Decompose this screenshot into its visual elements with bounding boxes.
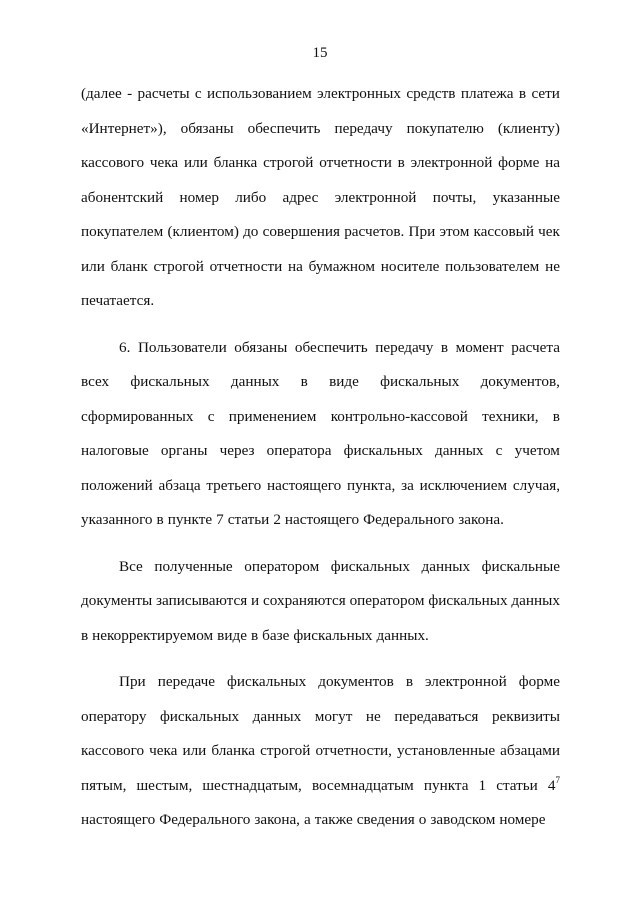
text-line [81,803,560,838]
word: расчеты [137,85,190,102]
word: восемнадцатым [311,776,414,794]
word: покупателю [406,119,484,137]
word: оператором [244,557,320,575]
word: указанного [81,511,153,528]
word: номере [499,811,546,828]
word: применением [228,407,317,425]
word: данных [511,592,560,609]
word: почты, [432,188,477,206]
word: кассовый [473,223,534,240]
word: форме [518,673,560,690]
paragraph-gap [81,319,560,331]
word: фискальных [428,592,508,609]
word: носителе [380,257,440,275]
word: пункта [423,776,469,794]
word: сведения [356,811,415,828]
word: в [156,511,164,528]
word: форме [498,154,540,171]
word: передачу [375,338,434,356]
word: абзаца [158,476,201,494]
word: исключением [419,476,508,494]
word: чека [149,154,179,171]
word: либо [235,188,267,206]
word: в [405,673,413,690]
word: обязаны [234,338,288,356]
word: электронных [317,85,401,102]
word: расчета [511,338,560,356]
word: фискальных [130,373,210,390]
word: электронной [334,188,417,206]
word: номер [179,188,219,206]
paragraph-p3 [81,550,560,654]
word: в [397,154,405,171]
word: настоящего [284,511,360,528]
word: документы [81,592,153,609]
word: 7 [216,511,224,528]
word: отчетности [209,257,283,275]
word: При [119,673,146,690]
word: абзацами [500,742,560,759]
word: и [251,592,260,609]
word: на [545,154,560,171]
word: или [183,154,208,171]
word: фискальных [227,673,307,690]
paragraph-gap [81,538,560,550]
word: положений [81,476,153,494]
word: а [303,811,311,828]
text-line [81,331,560,366]
word: сохраняются [263,592,346,609]
word: или [81,257,105,275]
word: случая, [512,476,560,494]
word: пункта, [346,476,396,494]
word: бланка [211,742,256,759]
paragraph-p1 [81,77,560,319]
word: данных [230,373,280,390]
word: базе [262,626,290,644]
word: передаче [157,673,215,690]
word: чека [149,742,178,759]
word: с [207,407,215,425]
word: расчетов. [344,223,405,240]
word: не [365,707,381,725]
text-line [81,181,560,216]
word: в [81,626,89,644]
word: «Интернет»), [81,119,167,137]
word: отчетности, [315,742,392,759]
word: пятым, [81,776,127,794]
word: кассового [81,742,145,759]
word: всех [81,373,110,390]
word: через [219,442,255,459]
word: адрес [282,188,319,206]
word: 6. [119,338,131,356]
word: закона. [458,511,504,528]
text-line [81,215,560,250]
text-line [81,769,560,804]
word: данных [421,557,471,575]
word: сформированных [81,407,194,425]
word: кассового [81,154,145,171]
word: совершения [262,223,341,240]
text-line [81,469,560,504]
word: строгой [153,257,204,275]
paragraph-p4 [81,665,560,838]
word: техники, [482,407,539,425]
word: записываются [156,592,248,609]
word: (далее [81,85,122,102]
word: статьи [496,776,538,794]
word: шестым, [136,776,193,794]
word: оператором [349,592,425,609]
word: третьего [206,476,262,494]
word: могут [314,707,353,725]
word: виде [329,373,359,390]
text-line [81,284,560,319]
word: строгой [263,154,314,171]
word: документов [318,673,394,690]
word: не [545,257,560,275]
word: платежа [460,85,514,102]
word: статьи [227,511,270,528]
word: пользователем [445,257,540,275]
text-line [81,365,560,400]
word: установленные [396,742,496,759]
word: бланк [110,257,148,275]
word: учетом [514,442,560,459]
word: настоящего [266,476,342,494]
word: реквизиты [491,707,560,725]
word: покупателем [81,223,164,240]
word: полученные [154,557,233,575]
word: передачу [334,119,393,137]
word: данных [434,442,484,459]
text-line [81,665,560,700]
word: бумажном [308,257,375,275]
word: контрольно-кассовой [330,407,468,425]
word: При [408,223,436,240]
word: виде [217,626,247,644]
word: 2 [273,511,281,528]
word: фискальных [159,707,240,725]
word: Федерального [363,511,455,528]
word: - [127,85,133,102]
text-line [81,550,560,585]
word: бланка [213,154,258,171]
word: Федерального [159,811,251,828]
word: также [314,811,353,828]
word: данных [252,707,302,725]
word: органы [160,442,208,459]
word: электронной [425,673,507,690]
word: шестнадцатым, [202,776,302,794]
text-line [81,503,560,538]
word: 1 [478,776,487,794]
word: в [300,373,308,390]
word: фискальных [293,626,373,644]
text-line [81,734,560,769]
superscript: 7 [555,774,560,785]
paragraph-gap [81,653,560,665]
page-number: 15 [312,45,328,61]
text-line [81,146,560,181]
word: настоящего [81,811,156,828]
word: о [418,811,427,828]
text-line [81,434,560,469]
word: средств [406,85,456,102]
word: пункте [167,511,213,528]
word: фискальных [380,373,460,390]
word: печатается. [81,292,155,309]
word: налоговые [81,442,149,459]
word: с [495,442,503,459]
word: фискальных [330,557,410,575]
word: оператору [81,707,147,725]
word: Все [119,557,143,575]
word: до [243,223,259,240]
word: в [250,626,259,644]
word: заводском [430,811,496,828]
word: фискальных [343,442,423,459]
word: указанные [492,188,560,206]
word: электронной [410,154,493,171]
word: в [518,85,527,102]
word: отчетности [319,154,392,171]
word: чек [538,223,560,240]
word: фискальные [481,557,560,575]
text-line [81,112,560,147]
word: закона, [254,811,300,828]
word: обязаны [180,119,234,137]
text-line [81,619,560,654]
text-line [81,700,560,735]
word: передаваться [394,707,479,725]
word: $4^7$ [547,774,560,794]
word: или [182,742,207,759]
paragraph-p2 [81,331,560,538]
word: момент [455,338,504,356]
text-line [81,400,560,435]
word: оператора [266,442,332,459]
word: документов, [480,373,560,390]
word: с [194,85,202,102]
word: сети [531,85,560,102]
word: (клиенту) [497,119,560,137]
word: на [288,257,303,275]
word: в [552,407,560,425]
text-line [81,77,560,112]
word: обеспечить [247,119,321,137]
word: Пользователи [137,338,227,356]
text-line [81,584,560,619]
document-body [81,77,560,838]
word: этом [439,223,470,240]
word: некорректируемом [92,626,214,644]
word: обеспечить [294,338,368,356]
text-line [81,250,560,285]
word: данных. [376,626,429,644]
word: за [401,476,414,494]
word: строгой [260,742,311,759]
word: (клиентом) [167,223,239,240]
word: абонентский [81,188,164,206]
word: в [440,338,449,356]
word: использованием [207,85,312,102]
